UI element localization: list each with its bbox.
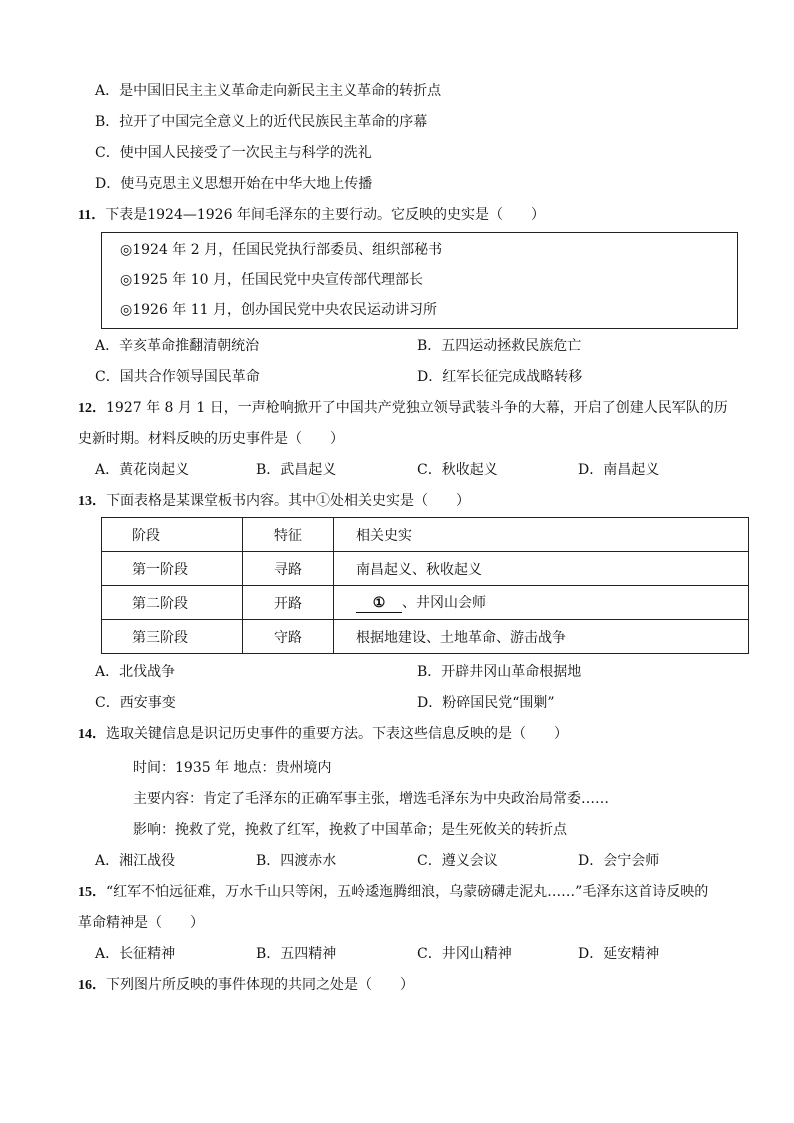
q10-option-a: A．是中国旧民主主义革命走向新民主主义革命的转折点 bbox=[95, 83, 442, 99]
q14-stem bbox=[78, 724, 568, 745]
q15-stem-text-1: “红军不怕远征难，万水千山只等闲，五岭逶迤腾细浪，乌蒙磅礴走泥丸……”毛泽东这首诗反映的 bbox=[106, 884, 709, 900]
q11-stem bbox=[78, 205, 545, 226]
q13-option-c: C．西安事变 bbox=[95, 695, 176, 711]
q12-option-d: D．南昌起义 bbox=[578, 462, 660, 478]
q14-option-b: B．四渡赤水 bbox=[256, 853, 337, 869]
q12-option-b: B．武昌起义 bbox=[256, 462, 337, 478]
q11-option-c: C．国共合作领导国民革命 bbox=[95, 369, 260, 385]
table-header-feature: 特征 bbox=[243, 518, 334, 552]
q15-option-d: D．延安精神 bbox=[578, 946, 660, 962]
table-row bbox=[102, 586, 749, 620]
q11-stem-text: 下表是1924—1926 年间毛泽东的主要行动。它反映的史实是（ ） bbox=[105, 207, 545, 223]
q10-option-d: D．使马克思主义思想开始在中华大地上传播 bbox=[95, 176, 373, 192]
table-header-stage: 阶段 bbox=[102, 518, 243, 552]
table-cell-feature: 开路 bbox=[243, 586, 334, 620]
q12-stem bbox=[78, 398, 728, 419]
q13-option-a: A．北伐战争 bbox=[95, 664, 176, 680]
q10-option-b: B．拉开了中国完全意义上的近代民族民主革命的序幕 bbox=[95, 114, 428, 130]
table-header-row bbox=[102, 518, 749, 552]
q15-stem bbox=[78, 882, 708, 903]
q14-info-time-place: 时间：1935 年 地点：贵州境内 bbox=[133, 760, 332, 776]
q15-option-a: A．长征精神 bbox=[95, 946, 176, 962]
q15-number: 15． bbox=[78, 885, 106, 900]
table-cell-feature: 守路 bbox=[243, 620, 334, 654]
q13-stem-text: 下面表格是某课堂板书内容。其中①处相关史实是（ ） bbox=[106, 493, 470, 509]
q14-stem-text: 选取关键信息是识记历史事件的重要方法。下表这些信息反映的是（ ） bbox=[106, 726, 568, 742]
q12-option-a: A．黄花岗起义 bbox=[95, 462, 190, 478]
q12-number: 12． bbox=[78, 401, 106, 416]
table-cell-fact-text: 、井冈山会师 bbox=[402, 595, 486, 611]
q10-option-c: C．使中国人民接受了一次民主与科学的洗礼 bbox=[95, 145, 372, 161]
q13-option-b: B．开辟井冈山革命根据地 bbox=[417, 664, 582, 680]
q12-option-c: C．秋收起义 bbox=[417, 462, 498, 478]
q12-stem-text-1: 1927 年 8 月 1 日，一声枪响掀开了中国共产党独立领导武装斗争的大幕，开启了创建人民军队的历 bbox=[106, 400, 728, 416]
q12-stem-line-2: 史新时期。材料反映的历史事件是（ ） bbox=[78, 431, 344, 447]
table-cell-feature: 寻路 bbox=[243, 552, 334, 586]
table-cell-fact: 南昌起义、秋收起义 bbox=[334, 552, 749, 586]
q11-material-line-3: ◎1926 年 11 月，创办国民党中央农民运动讲习所 bbox=[120, 302, 438, 318]
q11-material-box bbox=[101, 232, 738, 329]
q14-number: 14． bbox=[78, 727, 106, 742]
q11-material-line-1: ◎1924 年 2 月，任国民党执行部委员、组织部秘书 bbox=[120, 242, 443, 258]
q14-option-c: C．遵义会议 bbox=[417, 853, 498, 869]
table-cell-stage: 第一阶段 bbox=[102, 552, 243, 586]
table-cell-fact: 根据地建设、土地革命、游击战争 bbox=[334, 620, 749, 654]
q15-option-c: C．井冈山精神 bbox=[417, 946, 512, 962]
q13-number: 13． bbox=[78, 494, 106, 509]
q16-stem bbox=[78, 975, 414, 996]
table-header-fact: 相关史实 bbox=[334, 518, 749, 552]
q11-option-d: D．红军长征完成战略转移 bbox=[417, 369, 583, 385]
table-row bbox=[102, 620, 749, 654]
q16-stem-text: 下列图片所反映的事件体现的共同之处是（ ） bbox=[106, 977, 414, 993]
table-row bbox=[102, 552, 749, 586]
q11-option-b: B．五四运动拯救民族危亡 bbox=[417, 338, 582, 354]
table-cell-stage: 第三阶段 bbox=[102, 620, 243, 654]
q13-stem bbox=[78, 491, 470, 512]
q16-number: 16． bbox=[78, 978, 106, 993]
q14-info-impact: 影响：挽救了党，挽救了红军，挽救了中国革命；是生死攸关的转折点 bbox=[133, 822, 567, 838]
table-cell-stage: 第二阶段 bbox=[102, 586, 243, 620]
q15-stem-line-2: 革命精神是（ ） bbox=[78, 915, 204, 931]
q14-option-d: D．会宁会师 bbox=[578, 853, 660, 869]
q11-option-a: A．辛亥革命推翻清朝统治 bbox=[95, 338, 260, 354]
q11-material-line-2: ◎1925 年 10 月，任国民党中央宣传部代理部长 bbox=[120, 272, 424, 288]
q11-number: 11． bbox=[78, 208, 106, 223]
answer-blank: ① bbox=[356, 594, 402, 613]
q13-table bbox=[101, 517, 749, 654]
q15-option-b: B．五四精神 bbox=[256, 946, 337, 962]
q13-option-d: D．粉碎国民党“围剿” bbox=[417, 695, 555, 711]
q14-option-a: A．湘江战役 bbox=[95, 853, 176, 869]
table-cell-fact bbox=[334, 586, 749, 620]
q14-info-content: 主要内容：肯定了毛泽东的正确军事主张，增选毛泽东为中央政治局常委…… bbox=[133, 791, 609, 807]
